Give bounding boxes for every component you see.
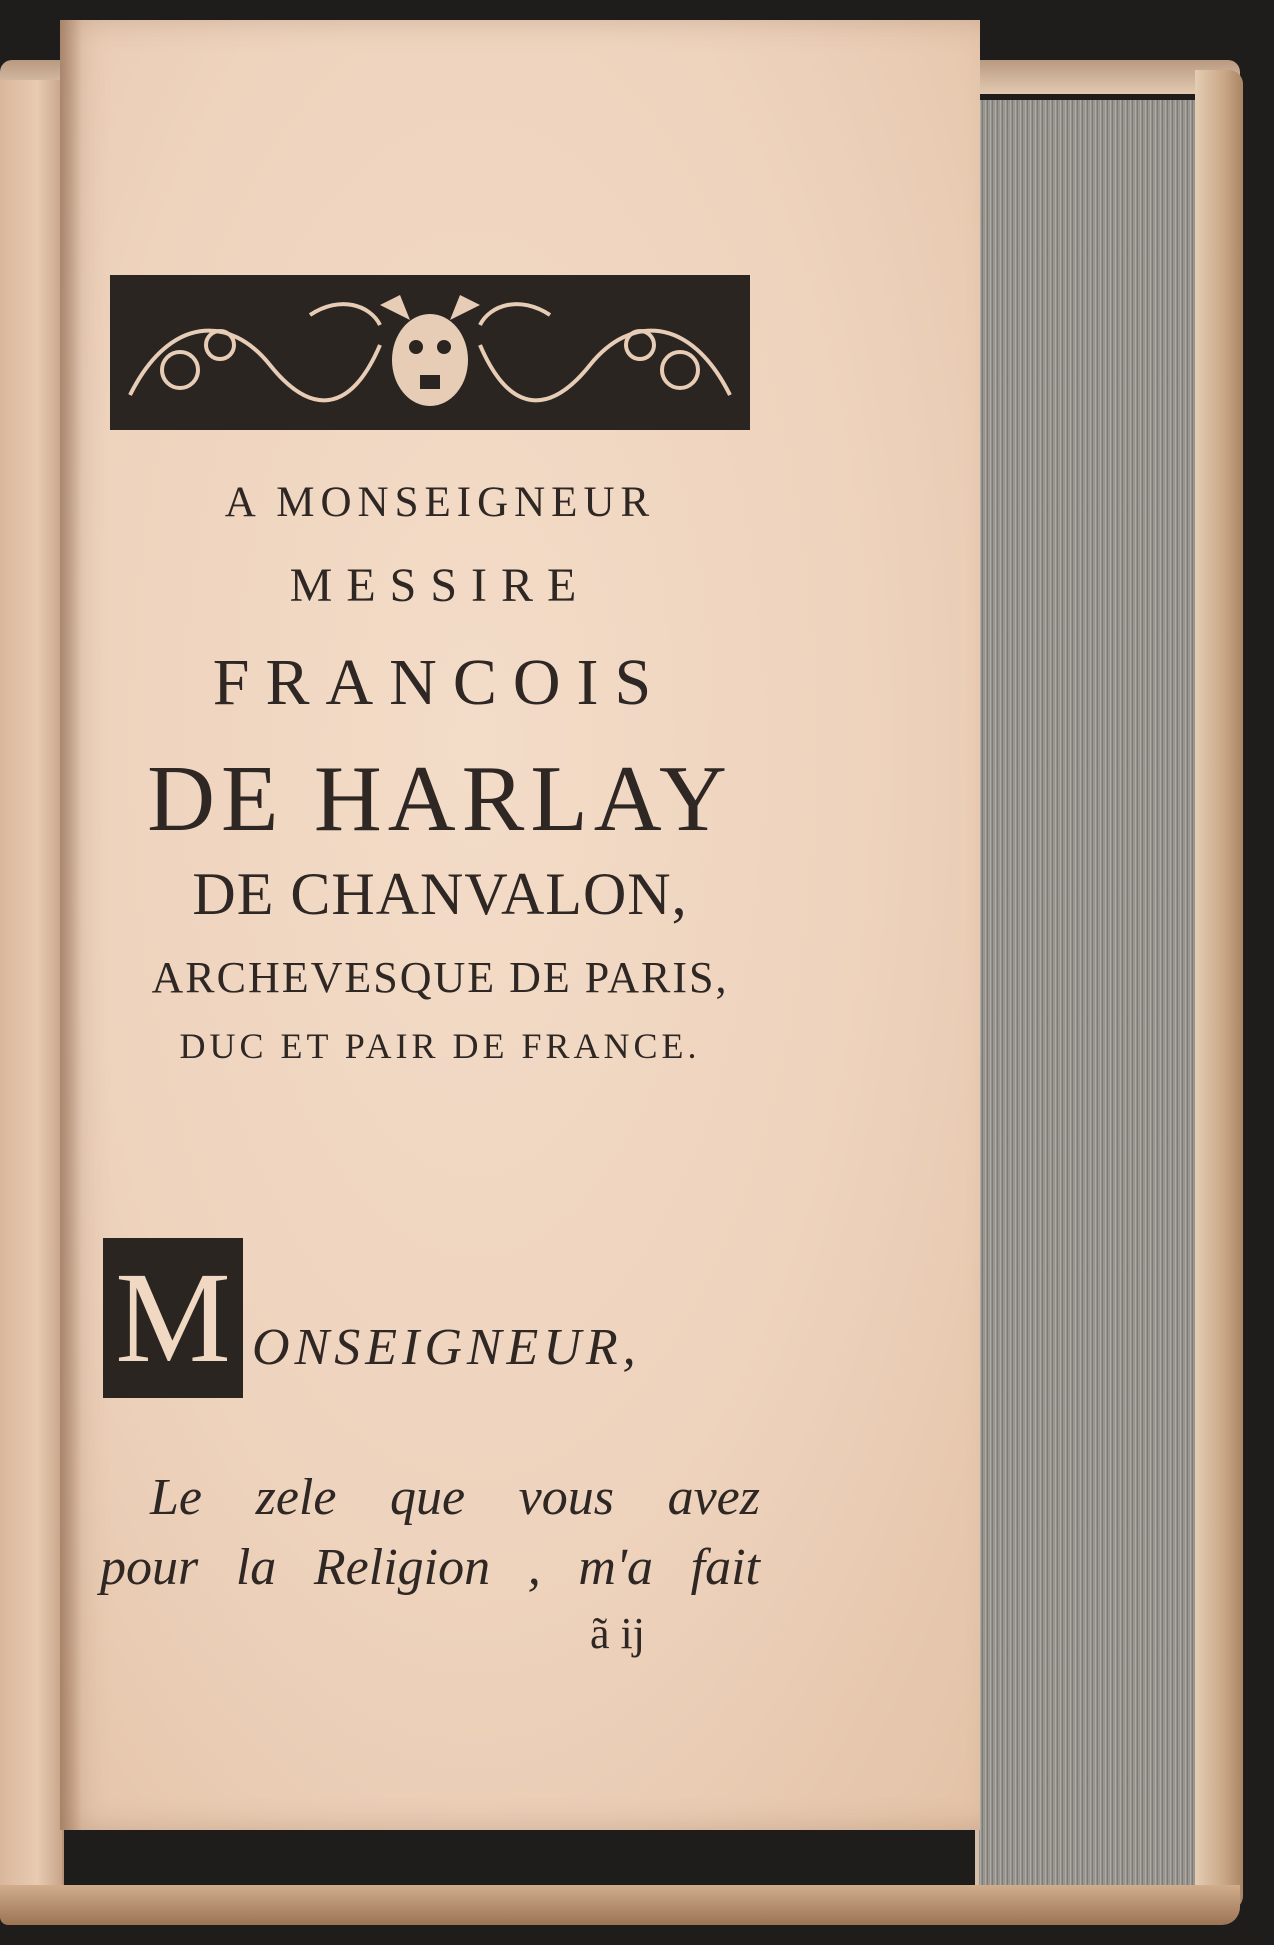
title-line-3: FRANCOIS: [212, 646, 668, 719]
word: Le: [150, 1469, 202, 1526]
word: la: [235, 1539, 277, 1596]
title-line-4: DE HARLAY: [147, 747, 733, 851]
page-block-fore-edge: [975, 100, 1199, 1890]
word: Religion: [313, 1539, 491, 1596]
word: avez: [667, 1469, 760, 1526]
body-line-2: [100, 1538, 760, 1597]
decorated-initial: [103, 1238, 243, 1398]
word: m'a: [578, 1539, 654, 1596]
word: que: [390, 1469, 466, 1526]
word: fait: [690, 1539, 760, 1596]
title-line-5: DE CHANVALON,: [192, 861, 688, 927]
title-line-7: DUC ET PAIR DE FRANCE.: [179, 1026, 701, 1066]
left-page-edge: [0, 80, 64, 1895]
title-line-6: ARCHEVESQUE DE PARIS,: [151, 953, 729, 1002]
ornamental-headpiece: [110, 275, 750, 430]
word: pour: [100, 1539, 199, 1596]
signature-mark: ã ij: [590, 1609, 645, 1658]
title-line-2: MESSIRE: [289, 559, 591, 612]
title-line-1: A MONSEIGNEUR: [224, 479, 656, 526]
initial-letter: M: [115, 1246, 231, 1390]
book-cover-bottom: [0, 1885, 1240, 1925]
word: zele: [255, 1469, 337, 1526]
salutation-text: ONSEIGNEUR,: [252, 1319, 641, 1376]
book-cover-right: [1195, 70, 1243, 1910]
body-line-1: [100, 1468, 760, 1527]
gutter-shadow: [60, 20, 82, 1830]
word: ,: [527, 1539, 541, 1596]
word: vous: [518, 1469, 614, 1526]
